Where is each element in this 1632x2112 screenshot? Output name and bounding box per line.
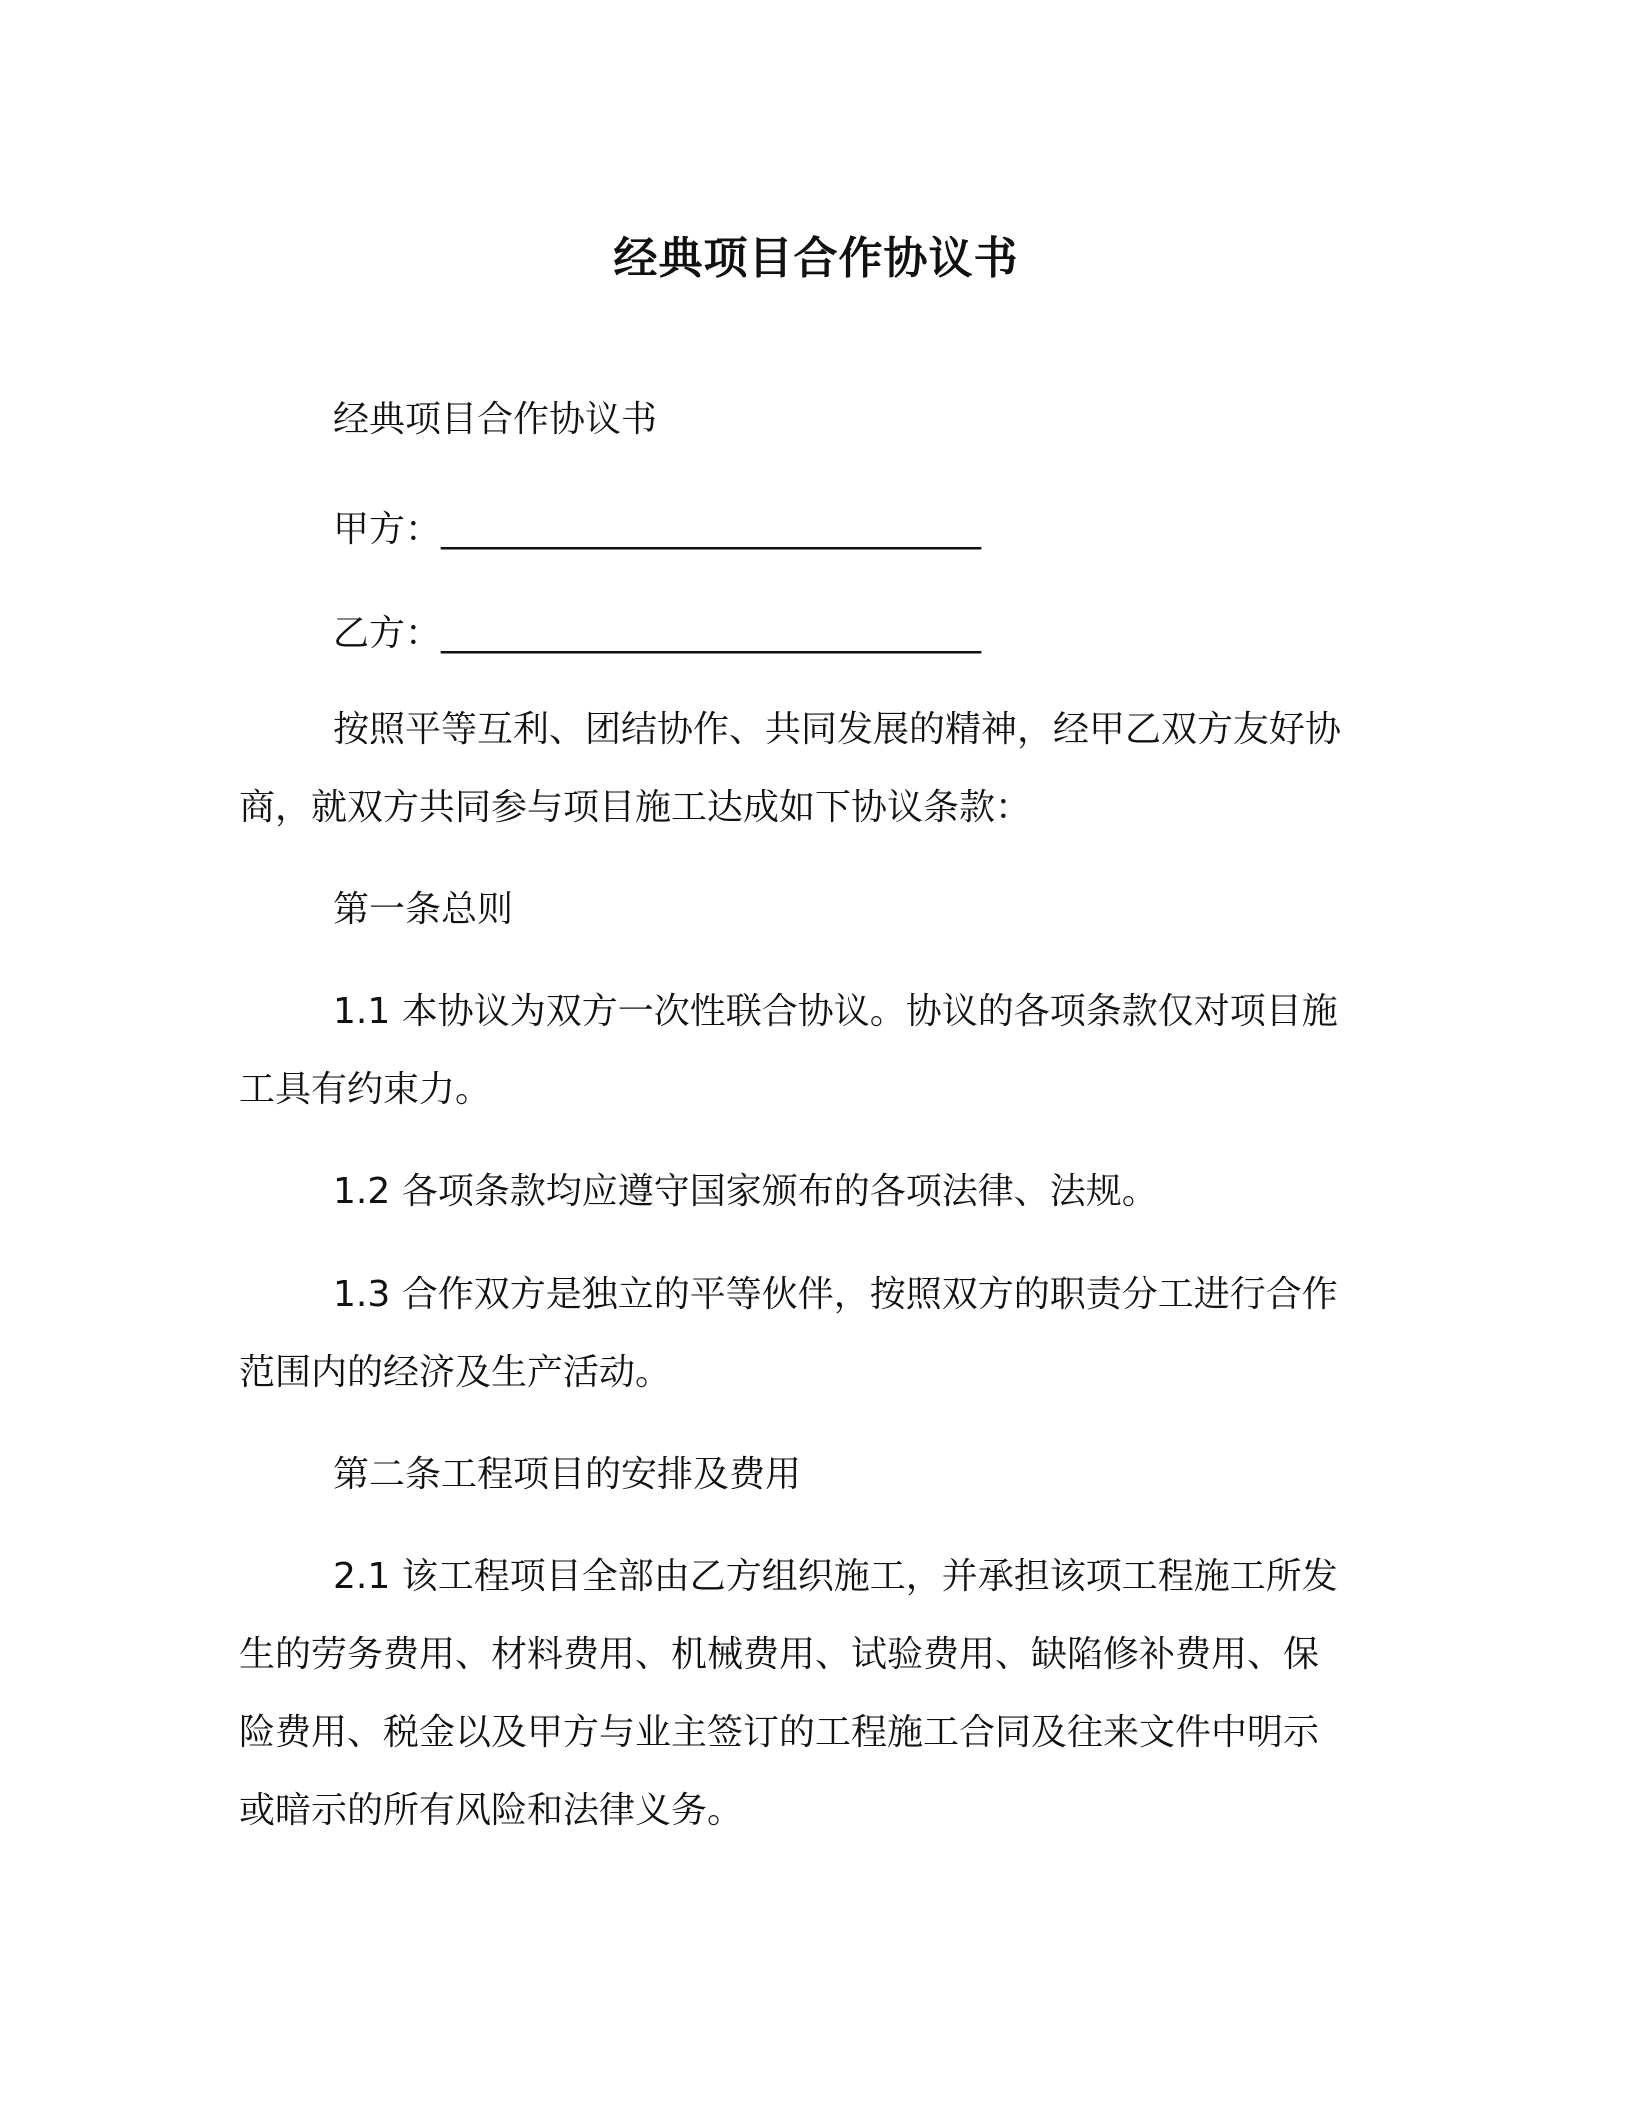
clause-2-1-line-3: 险费用、税金以及甲方与业主签订的工程施工合同及往来文件中明示 <box>239 1712 1320 1753</box>
article-1-heading: 第一条总则 <box>333 889 514 930</box>
clause-1-1-line-2: 工具有约束力。 <box>239 1069 492 1110</box>
clause-1-3-line-2: 范围内的经济及生产活动。 <box>239 1352 672 1393</box>
party-a-line: 甲方：______________________________ <box>333 509 982 550</box>
document-subtitle: 经典项目合作协议书 <box>333 399 658 440</box>
party-b-line: 乙方：______________________________ <box>333 613 982 654</box>
article-2-heading: 第二条工程项目的安排及费用 <box>333 1454 802 1495</box>
clause-2-1-line-2: 生的劳务费用、材料费用、机械费用、试验费用、缺陷修补费用、保 <box>239 1634 1320 1675</box>
clause-2-1-line-1: 2.1 该工程项目全部由乙方组织施工，并承担该项工程施工所发 <box>333 1556 1338 1597</box>
clause-1-1-line-1: 1.1 本协议为双方一次性联合协议。协议的各项条款仅对项目施 <box>333 991 1338 1032</box>
intro-paragraph-line-1: 按照平等互利、团结协作、共同发展的精神，经甲乙双方友好协 <box>333 709 1342 750</box>
clause-1-3-line-1: 1.3 合作双方是独立的平等伙伴，按照双方的职责分工进行合作 <box>333 1274 1338 1315</box>
clause-2-1-line-4: 或暗示的所有风险和法律义务。 <box>239 1790 744 1831</box>
document-title: 经典项目合作协议书 <box>613 233 1019 284</box>
clause-1-2: 1.2 各项条款均应遵守国家颁布的各项法律、法规。 <box>333 1171 1158 1212</box>
intro-paragraph-line-2: 商，就双方共同参与项目施工达成如下协议条款： <box>239 787 1032 828</box>
